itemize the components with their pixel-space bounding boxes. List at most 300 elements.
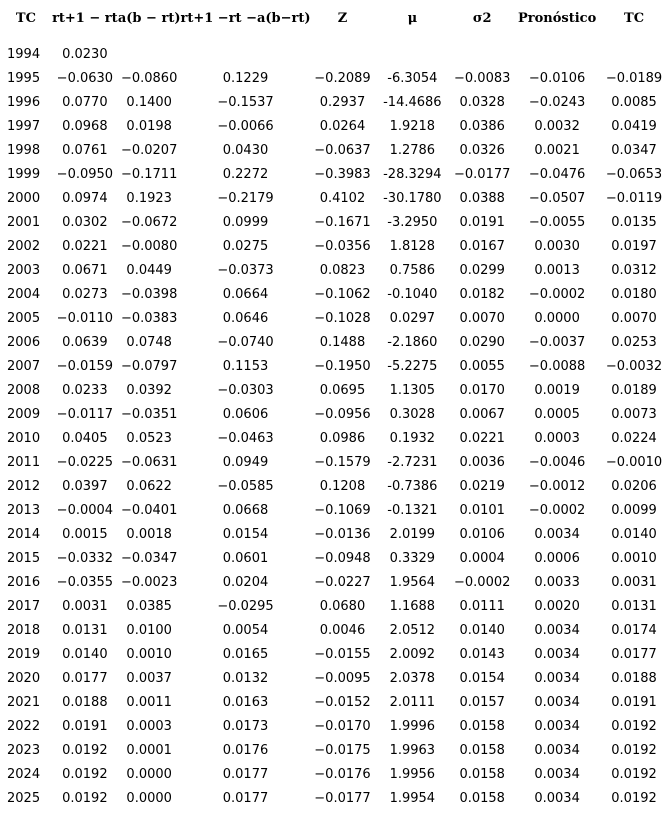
mean-reversion-cell: 0.0385: [126, 598, 172, 614]
mu-cell: -14.4686: [383, 94, 442, 110]
table-row: [0, 90, 668, 114]
tc-cell: −0.0189: [605, 70, 663, 86]
forecast-cell: 0.0013: [534, 262, 580, 278]
mu-cell: 0.3028: [389, 406, 436, 422]
mu-cell: 1.9963: [389, 742, 436, 758]
forecast-cell: 0.0005: [534, 406, 580, 422]
forecast-cell: 0.0034: [534, 766, 580, 782]
table-row: [0, 786, 668, 810]
mean-reversion-cell: −0.0207: [120, 142, 178, 158]
mean-reversion-cell: 0.0100: [126, 622, 172, 638]
year-cell: 2017: [7, 598, 41, 614]
table-row: [0, 690, 668, 714]
rate-change-cell: 0.0221: [62, 238, 108, 254]
residual-cell: 0.0165: [222, 646, 269, 662]
z-cell: −0.2089: [314, 70, 371, 86]
forecast-cell: 0.0000: [534, 310, 580, 326]
tc-cell: 0.0192: [611, 718, 657, 734]
mu-cell: -0.1040: [387, 286, 438, 302]
residual-cell: −0.0303: [217, 382, 274, 398]
z-cell: −0.0170: [314, 718, 371, 734]
sigma2-cell: 0.0158: [459, 718, 505, 734]
sigma2-cell: 0.0388: [459, 190, 505, 206]
forecast-cell: −0.0037: [528, 334, 586, 350]
residual-cell: 0.0177: [222, 790, 269, 806]
mu-cell: 0.0297: [389, 310, 436, 326]
tc-cell: 0.0177: [611, 646, 657, 662]
table-row: [0, 666, 668, 690]
mean-reversion-cell: −0.0672: [120, 214, 178, 230]
table-row: [0, 426, 668, 450]
tc-cell: 0.0192: [611, 790, 657, 806]
residual-cell: −0.2179: [217, 190, 274, 206]
sigma2-cell: 0.0140: [459, 622, 505, 638]
sigma2-cell: 0.0326: [459, 142, 505, 158]
mean-reversion-cell: −0.0401: [120, 502, 178, 518]
table-row: [0, 138, 668, 162]
mean-reversion-cell: 0.0392: [126, 382, 172, 398]
sigma2-cell: −0.0083: [454, 70, 511, 86]
residual-cell: 0.0173: [222, 718, 269, 734]
rate-change-cell: −0.0950: [56, 166, 114, 182]
mu-cell: [374, 36, 450, 66]
rate-change-cell: −0.0332: [56, 550, 114, 566]
forecast-cell: 0.0034: [534, 790, 580, 806]
year-cell: 1994: [7, 46, 41, 62]
residual-cell: [180, 36, 310, 66]
residual-cell: 0.0430: [222, 142, 269, 158]
rate-change-cell: 0.0191: [62, 718, 108, 734]
residual-cell: 0.0177: [222, 766, 269, 782]
mean-reversion-cell: −0.1711: [120, 166, 178, 182]
rate-change-cell: 0.0015: [62, 526, 108, 542]
z-cell: −0.1579: [314, 454, 371, 470]
year-cell: 2001: [7, 214, 41, 230]
forecast-cell: 0.0019: [534, 382, 580, 398]
mu-cell: 0.3329: [389, 550, 436, 566]
mean-reversion-cell: 0.0003: [126, 718, 172, 734]
year-cell: 2016: [7, 574, 41, 590]
mu-cell: 2.0092: [389, 646, 436, 662]
table-row: [0, 114, 668, 138]
sigma2-cell: 0.0386: [459, 118, 505, 134]
year-cell: 2002: [7, 238, 41, 254]
table-row: [0, 594, 668, 618]
sigma2-cell: [450, 36, 514, 66]
mean-reversion-cell: 0.0622: [126, 478, 172, 494]
mu-cell: 0.1932: [389, 430, 436, 446]
header-rate-change: rt+1 − rt: [52, 10, 118, 26]
sigma2-cell: 0.0158: [459, 766, 505, 782]
year-cell: 2020: [7, 670, 41, 686]
year-cell: 2005: [7, 310, 41, 326]
rate-change-cell: −0.0004: [56, 502, 114, 518]
z-cell: [311, 36, 375, 66]
sigma2-cell: 0.0070: [459, 310, 505, 326]
z-cell: 0.0823: [319, 262, 366, 278]
residual-cell: −0.0295: [217, 598, 274, 614]
header-row: [0, 0, 668, 36]
forecast-cell: −0.0055: [528, 214, 586, 230]
sigma2-cell: 0.0157: [459, 694, 505, 710]
mean-reversion-cell: 0.0449: [126, 262, 172, 278]
tc-cell: 0.0010: [611, 550, 657, 566]
year-cell: 2003: [7, 262, 41, 278]
table-row: [0, 546, 668, 570]
residual-cell: −0.0463: [217, 430, 274, 446]
tc-cell: 0.0174: [611, 622, 657, 638]
mean-reversion-cell: [118, 36, 181, 66]
mean-reversion-cell: −0.0797: [120, 358, 178, 374]
mu-cell: 1.1688: [389, 598, 436, 614]
sigma2-cell: −0.0177: [454, 166, 511, 182]
table-row: [0, 738, 668, 762]
z-cell: −0.0637: [314, 142, 371, 158]
tc-cell: 0.0073: [611, 406, 657, 422]
mean-reversion-cell: 0.0018: [126, 526, 172, 542]
forecast-cell: −0.0002: [528, 286, 586, 302]
forecast-cell: 0.0020: [534, 598, 580, 614]
forecast-cell: 0.0021: [534, 142, 580, 158]
tc-cell: 0.0224: [611, 430, 657, 446]
mu-cell: 2.0199: [389, 526, 436, 542]
year-cell: 2022: [7, 718, 41, 734]
residual-cell: −0.0585: [217, 478, 274, 494]
mean-reversion-cell: 0.0000: [126, 790, 172, 806]
z-cell: −0.1950: [314, 358, 371, 374]
z-cell: 0.0046: [319, 622, 366, 638]
table-row: [0, 570, 668, 594]
table-row: [0, 36, 668, 66]
year-cell: 2019: [7, 646, 41, 662]
mu-cell: -0.1321: [387, 502, 438, 518]
z-cell: −0.0356: [314, 238, 371, 254]
forecast-cell: −0.0507: [528, 190, 586, 206]
mean-reversion-cell: −0.0347: [120, 550, 178, 566]
z-cell: 0.0986: [319, 430, 366, 446]
table-row: [0, 234, 668, 258]
mu-cell: -28.3294: [383, 166, 442, 182]
table-row: [0, 402, 668, 426]
mu-cell: 1.9954: [389, 790, 436, 806]
z-cell: −0.1062: [314, 286, 371, 302]
residual-cell: 0.0664: [222, 286, 269, 302]
sigma2-cell: 0.0299: [459, 262, 505, 278]
table-row: [0, 618, 668, 642]
table-row: [0, 354, 668, 378]
sigma2-cell: 0.0067: [459, 406, 505, 422]
table-row: [0, 714, 668, 738]
forecast-cell: 0.0034: [534, 694, 580, 710]
residual-cell: −0.0373: [217, 262, 274, 278]
mu-cell: -2.7231: [387, 454, 438, 470]
year-cell: 2008: [7, 382, 41, 398]
rate-change-cell: −0.0117: [56, 406, 114, 422]
z-cell: 0.2937: [319, 94, 366, 110]
forecast-cell: 0.0034: [534, 742, 580, 758]
forecast-cell: 0.0034: [534, 622, 580, 638]
tc-cell: −0.0010: [605, 454, 663, 470]
rate-change-cell: −0.0225: [56, 454, 114, 470]
mu-cell: 0.7586: [389, 262, 436, 278]
table-header: [0, 0, 668, 36]
z-cell: −0.0136: [314, 526, 371, 542]
sigma2-cell: 0.0167: [459, 238, 505, 254]
year-cell: 2000: [7, 190, 41, 206]
year-cell: 2009: [7, 406, 41, 422]
mean-reversion-cell: 0.0037: [126, 670, 172, 686]
forecast-cell: 0.0034: [534, 526, 580, 542]
forecast-cell: 0.0033: [534, 574, 580, 590]
tc-cell: 0.0192: [611, 766, 657, 782]
residual-cell: 0.0054: [222, 622, 269, 638]
year-cell: 1995: [7, 70, 41, 86]
tc-cell: −0.0119: [605, 190, 663, 206]
mean-reversion-cell: 0.0000: [126, 766, 172, 782]
tc-cell: 0.0070: [611, 310, 657, 326]
z-cell: −0.0956: [314, 406, 371, 422]
residual-cell: −0.0066: [217, 118, 274, 134]
mean-reversion-cell: −0.0383: [120, 310, 178, 326]
forecast-cell: [514, 36, 600, 66]
z-cell: −0.1028: [314, 310, 371, 326]
mean-reversion-cell: −0.0351: [120, 406, 178, 422]
forecast-cell: 0.0034: [534, 646, 580, 662]
year-cell: 2013: [7, 502, 41, 518]
mu-cell: -5.2275: [387, 358, 438, 374]
header-forecast: Pronóstico: [517, 10, 597, 26]
tc-cell: 0.0131: [611, 598, 657, 614]
rate-change-cell: 0.0397: [62, 478, 108, 494]
rate-change-cell: −0.0159: [56, 358, 114, 374]
z-cell: −0.0948: [314, 550, 371, 566]
residual-cell: −0.1537: [217, 94, 274, 110]
residual-cell: 0.2272: [222, 166, 269, 182]
tc-cell: 0.0085: [611, 94, 657, 110]
tc-cell: 0.0189: [611, 382, 657, 398]
residual-cell: 0.1229: [222, 70, 269, 86]
sigma2-cell: 0.0154: [459, 670, 505, 686]
tc-cell: 0.0197: [611, 238, 657, 254]
mu-cell: 2.0378: [389, 670, 436, 686]
mu-cell: -30.1780: [383, 190, 442, 206]
z-cell: −0.0177: [314, 790, 371, 806]
mean-reversion-cell: 0.0011: [126, 694, 172, 710]
residual-cell: 0.0204: [222, 574, 269, 590]
year-cell: 2010: [7, 430, 41, 446]
forecast-cell: 0.0034: [534, 670, 580, 686]
tc-cell: 0.0191: [611, 694, 657, 710]
rate-change-cell: 0.0192: [62, 790, 108, 806]
mu-cell: 1.9996: [389, 718, 436, 734]
mean-reversion-cell: −0.0023: [120, 574, 178, 590]
mean-reversion-cell: −0.0398: [120, 286, 178, 302]
z-cell: −0.0152: [314, 694, 371, 710]
tc-cell: 0.0135: [611, 214, 657, 230]
table-row: [0, 66, 668, 90]
rate-change-cell: 0.0302: [62, 214, 108, 230]
sigma2-cell: 0.0290: [459, 334, 505, 350]
forecast-cell: −0.0106: [528, 70, 586, 86]
rate-change-cell: 0.0671: [62, 262, 108, 278]
rate-change-cell: 0.0230: [62, 46, 108, 62]
mean-reversion-cell: −0.0631: [120, 454, 178, 470]
z-cell: −0.0176: [314, 766, 371, 782]
rate-change-cell: 0.0639: [62, 334, 108, 350]
tc-cell: 0.0192: [611, 742, 657, 758]
mu-cell: 1.9564: [389, 574, 436, 590]
rate-change-cell: 0.0405: [62, 430, 108, 446]
forecast-cell: −0.0012: [528, 478, 586, 494]
header-tc-result: TC: [624, 10, 645, 26]
forecast-cell: −0.0046: [528, 454, 586, 470]
forecast-cell: −0.0088: [528, 358, 586, 374]
mean-reversion-cell: −0.0080: [120, 238, 178, 254]
forecast-cell: 0.0034: [534, 718, 580, 734]
sigma2-cell: 0.0170: [459, 382, 505, 398]
rate-change-cell: 0.0273: [62, 286, 108, 302]
mean-reversion-cell: 0.0010: [126, 646, 172, 662]
mean-reversion-cell: 0.0198: [126, 118, 172, 134]
residual-cell: 0.0163: [222, 694, 269, 710]
tc-cell: 0.0140: [611, 526, 657, 542]
table-row: [0, 498, 668, 522]
year-cell: 1999: [7, 166, 41, 182]
rate-change-cell: 0.0131: [62, 622, 108, 638]
tc-cell: 0.0419: [611, 118, 657, 134]
table-row: [0, 282, 668, 306]
mu-cell: 2.0512: [389, 622, 436, 638]
table-row: [0, 522, 668, 546]
residual-cell: 0.0606: [222, 406, 269, 422]
mu-cell: -0.7386: [387, 478, 438, 494]
table-row: [0, 258, 668, 282]
tc-cell: 0.0206: [611, 478, 657, 494]
header-tc: TC: [15, 10, 36, 26]
year-cell: 2014: [7, 526, 41, 542]
sigma2-cell: 0.0004: [459, 550, 505, 566]
residual-cell: 0.0646: [222, 310, 269, 326]
residual-cell: 0.0949: [222, 454, 269, 470]
year-cell: 2015: [7, 550, 41, 566]
year-cell: 2012: [7, 478, 41, 494]
rate-change-cell: 0.0761: [62, 142, 108, 158]
residual-cell: 0.0668: [222, 502, 269, 518]
tc-cell: 0.0099: [611, 502, 657, 518]
z-cell: −0.0227: [314, 574, 371, 590]
table-row: [0, 186, 668, 210]
sigma2-cell: 0.0143: [459, 646, 505, 662]
tc-cell: 0.0031: [611, 574, 657, 590]
forecast-cell: −0.0002: [528, 502, 586, 518]
mean-reversion-cell: 0.1923: [126, 190, 172, 206]
mean-reversion-cell: 0.1400: [126, 94, 172, 110]
table-row: [0, 210, 668, 234]
z-cell: −0.3983: [314, 166, 371, 182]
forecast-cell: −0.0243: [528, 94, 586, 110]
sigma2-cell: 0.0036: [459, 454, 505, 470]
tc-cell: 0.0347: [611, 142, 657, 158]
z-cell: 0.0695: [319, 382, 366, 398]
mu-cell: -6.3054: [387, 70, 438, 86]
z-cell: 0.0264: [319, 118, 366, 134]
residual-cell: 0.0132: [222, 670, 269, 686]
year-cell: 2021: [7, 694, 41, 710]
rate-change-cell: −0.0355: [56, 574, 114, 590]
sigma2-cell: 0.0182: [459, 286, 505, 302]
tc-cell: [600, 36, 668, 66]
tc-cell: 0.0180: [611, 286, 657, 302]
residual-cell: 0.0176: [222, 742, 269, 758]
header-mu: μ: [407, 10, 418, 26]
z-cell: 0.1488: [319, 334, 366, 350]
mu-cell: -3.2950: [387, 214, 438, 230]
sigma2-cell: 0.0221: [459, 430, 505, 446]
sigma2-cell: 0.0158: [459, 742, 505, 758]
sigma2-cell: −0.0002: [454, 574, 511, 590]
forecast-cell: 0.0032: [534, 118, 580, 134]
sigma2-cell: 0.0328: [459, 94, 505, 110]
z-cell: −0.0175: [314, 742, 371, 758]
rate-change-cell: 0.0770: [62, 94, 108, 110]
z-cell: 0.1208: [319, 478, 366, 494]
year-cell: 1998: [7, 142, 41, 158]
mu-cell: 1.9218: [389, 118, 436, 134]
sigma2-cell: 0.0158: [459, 790, 505, 806]
year-cell: 2018: [7, 622, 41, 638]
tc-cell: 0.0188: [611, 670, 657, 686]
year-cell: 1997: [7, 118, 41, 134]
rate-change-cell: −0.0110: [56, 310, 114, 326]
year-cell: 2011: [7, 454, 41, 470]
sigma2-cell: 0.0191: [459, 214, 505, 230]
z-cell: 0.4102: [319, 190, 366, 206]
tc-cell: 0.0312: [611, 262, 657, 278]
year-cell: 2024: [7, 766, 41, 782]
sigma2-cell: 0.0106: [459, 526, 505, 542]
header-mean-reversion: a(b − rt): [117, 10, 181, 26]
residual-cell: 0.0999: [222, 214, 269, 230]
mu-cell: -2.1860: [387, 334, 438, 350]
rate-change-cell: 0.0177: [62, 670, 108, 686]
tc-cell: −0.0032: [605, 358, 663, 374]
forecast-cell: 0.0006: [534, 550, 580, 566]
mu-cell: 1.2786: [389, 142, 436, 158]
table-row: [0, 762, 668, 786]
residual-cell: 0.0154: [222, 526, 269, 542]
rate-change-cell: 0.0968: [62, 118, 108, 134]
header-residual: rt+1 −rt −a(b−rt): [180, 10, 311, 26]
mu-cell: 1.1305: [389, 382, 436, 398]
year-cell: 2007: [7, 358, 41, 374]
forecast-cell: −0.0476: [528, 166, 586, 182]
tc-cell: 0.0253: [611, 334, 657, 350]
z-cell: −0.0155: [314, 646, 371, 662]
residual-cell: 0.0275: [222, 238, 269, 254]
year-cell: 2023: [7, 742, 41, 758]
z-cell: −0.1671: [314, 214, 371, 230]
sigma2-cell: 0.0055: [459, 358, 505, 374]
sigma2-cell: 0.0101: [459, 502, 505, 518]
mu-cell: 2.0111: [389, 694, 436, 710]
year-cell: 2025: [7, 790, 41, 806]
year-cell: 2006: [7, 334, 41, 350]
rate-change-cell: 0.0192: [62, 766, 108, 782]
table-body: [0, 36, 668, 810]
forecast-cell: 0.0030: [534, 238, 580, 254]
rate-change-cell: 0.0188: [62, 694, 108, 710]
residual-cell: 0.1153: [222, 358, 269, 374]
